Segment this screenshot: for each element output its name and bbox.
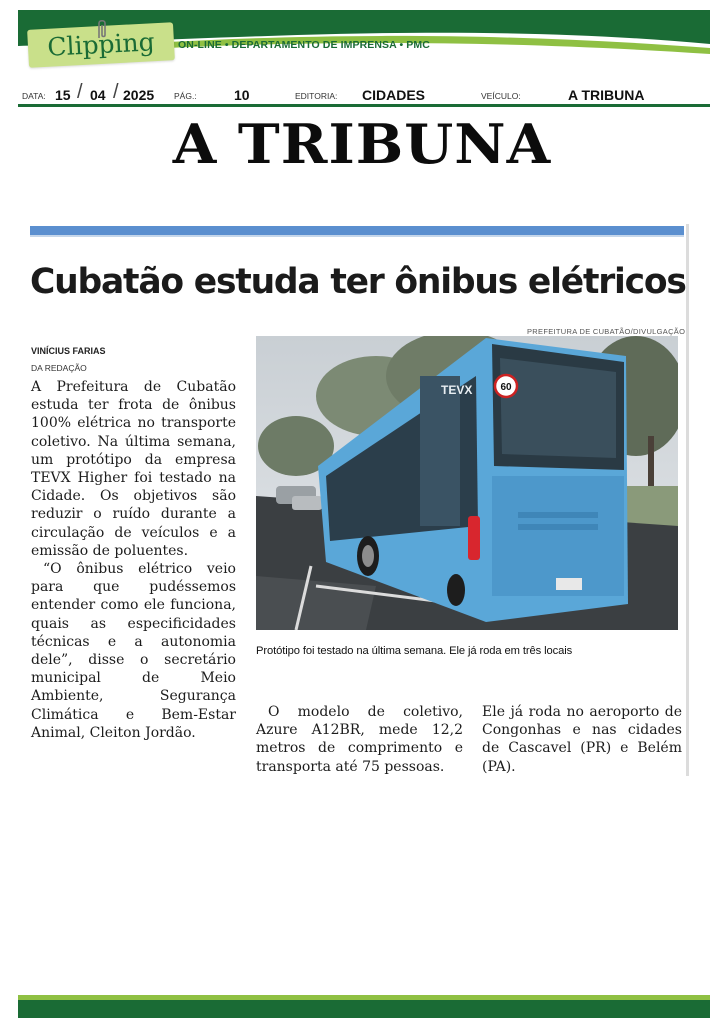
date-day: 15	[55, 87, 71, 103]
clipping-logo: Clipping	[27, 22, 175, 68]
photo-caption: Protótipo foi testado na última semana. Ele já roda em três locais	[256, 645, 573, 657]
clipping-edge-shadow	[686, 224, 689, 776]
footer-band-dark	[18, 1000, 710, 1018]
date-label: DATA:	[22, 91, 46, 101]
section-rule-light	[30, 235, 684, 237]
veiculo-label: VEÍCULO:	[481, 91, 521, 101]
newspaper-masthead: A TRIBUNA	[172, 112, 552, 176]
article-column-1	[31, 378, 236, 742]
date-month: 04	[90, 87, 106, 103]
bus-photo	[256, 336, 678, 630]
article-column-2: O modelo de coletivo, Azure A12BR, mede 12,2 metros de comprimento e transporta até 75 pessoas.	[256, 704, 463, 775]
page-label: PÁG.:	[174, 91, 197, 101]
veiculo-value: A TRIBUNA	[568, 87, 645, 103]
article-byline: VINÍCIUS FARIAS	[31, 346, 106, 356]
article-paragraph: A Prefeitura de Cubatão estuda ter frota de ônibus 100% elétrica no transporte coletivo. Na última semana, um protótipo da empresa TEVX Higher foi testado na Cidade. Os objetivos são reduzir o ruído durante a circulação de veículos e a emissão de poluentes.	[31, 379, 236, 559]
article-paragraph: “O ônibus elétrico veio para que pudéssemos entender como ele funciona, quais as especificidades técnicas e a autonomia dele”, disse o secretário municipal de Meio Ambiente, Segurança Climática e Bem-Estar Animal, Cleiton Jordão.	[31, 561, 236, 741]
paperclip-icon	[93, 18, 111, 40]
header-rule	[18, 104, 710, 107]
article-headline: Cubatão estuda ter ônibus elétricos	[30, 262, 686, 302]
date-year: 2025	[123, 87, 155, 103]
editoria-label: EDITORIA:	[295, 91, 338, 101]
online-department-line: ON-LINE • DEPARTAMENTO DE IMPRENSA • PMC	[178, 39, 430, 51]
date-slash: /	[113, 81, 119, 103]
photo-credit: PREFEITURA DE CUBATÃO/DIVULGAÇÃO	[527, 327, 686, 336]
section-rule-blue	[30, 226, 684, 235]
page-number: 10	[234, 87, 250, 103]
clipping-meta-row	[22, 81, 712, 105]
editoria-value: CIDADES	[362, 87, 426, 103]
speed-sign-number: 60	[500, 382, 512, 393]
article-column-3: Ele já roda no aeroporto de Congonhas e nas cidades de Cascavel (PR) e Belém (PA).	[482, 704, 682, 775]
date-slash: /	[77, 81, 83, 103]
article-byline-sub: DA REDAÇÃO	[31, 363, 87, 373]
electric-bus-illustration	[256, 336, 678, 630]
bus-brand-label: TEVX	[441, 383, 473, 397]
